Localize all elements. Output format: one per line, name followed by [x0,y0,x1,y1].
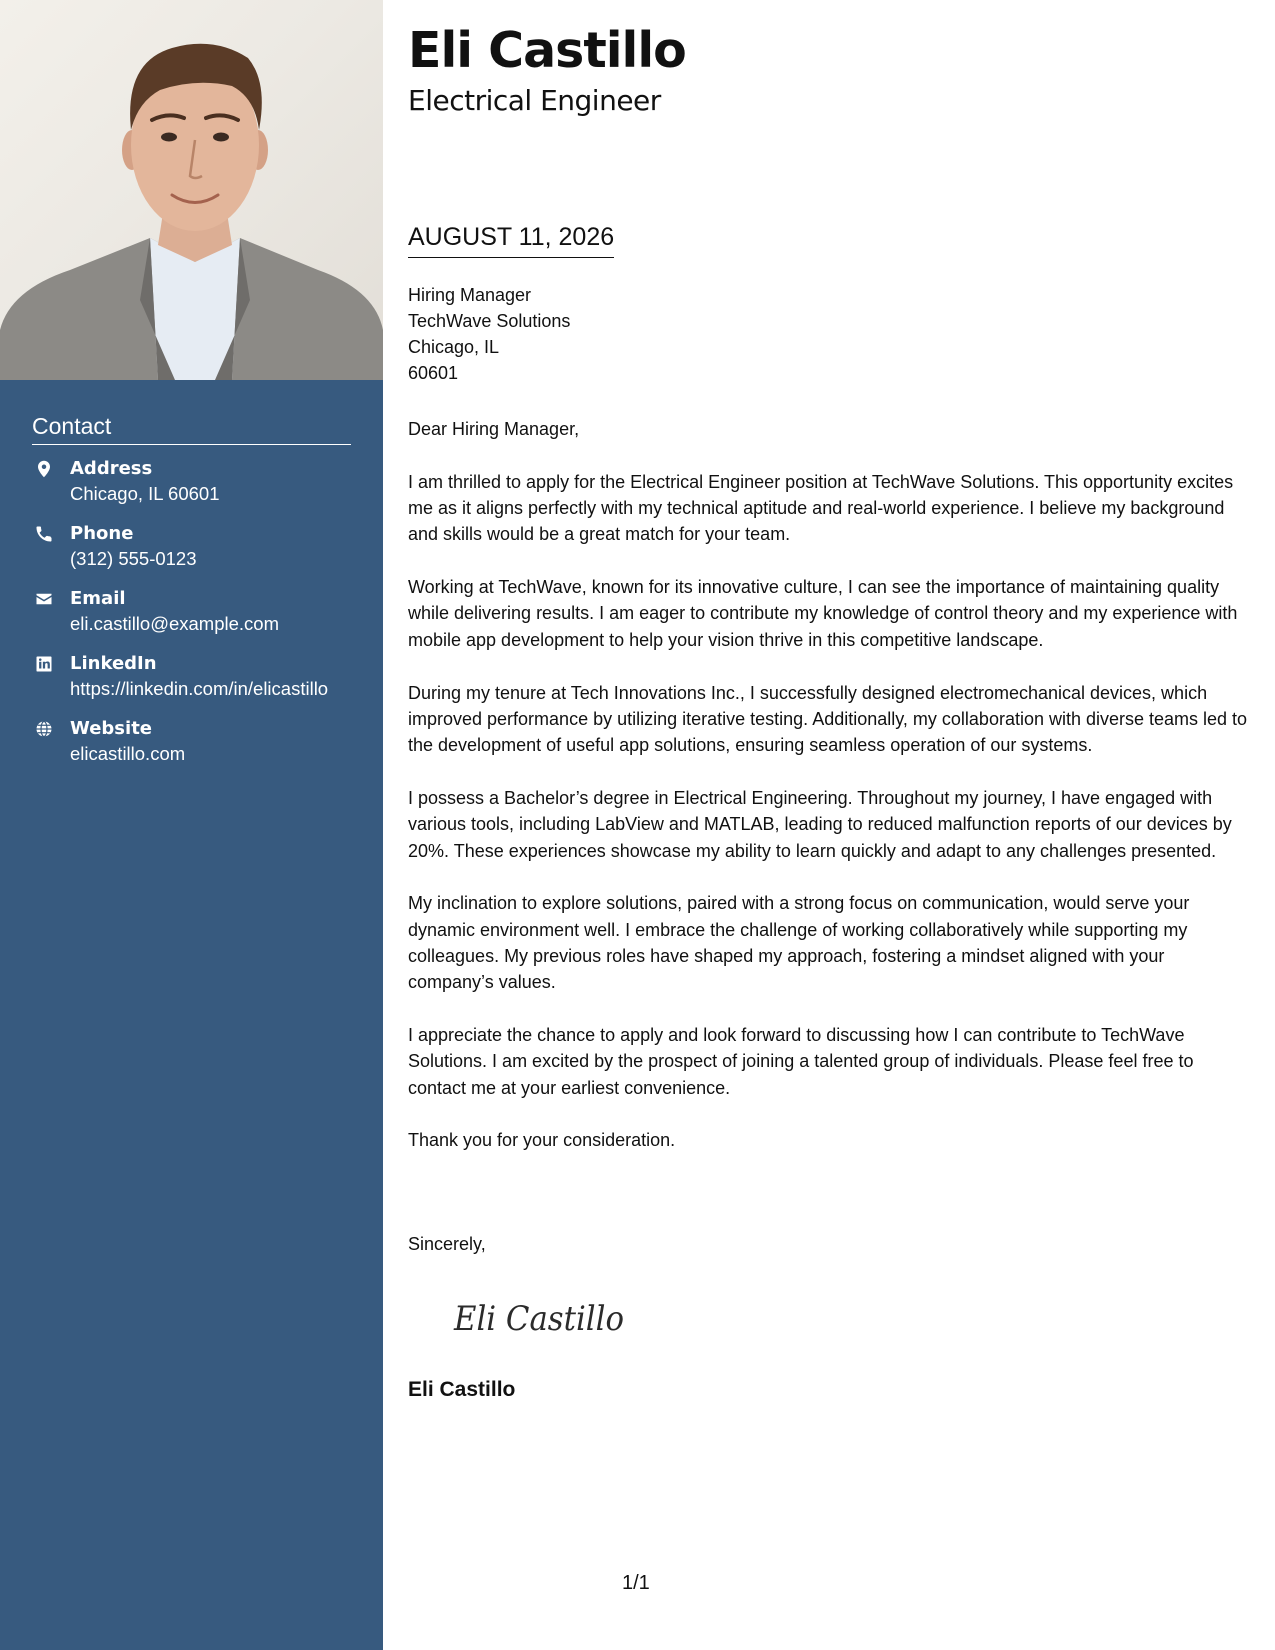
recipient-block [408,282,570,386]
signed-name: Eli Castillo [408,1378,516,1401]
body-paragraph: Working at TechWave, known for its innovative culture, I can see the importance of maintaining quality while delivering results. I am eager to contribute my knowledge of control theory and my experience with mobile app development to help your vision thrive in this competitive landscape. [408,577,1238,650]
linkedin-icon [32,652,70,673]
body-paragraph: During my tenure at Tech Innovations Inc., I successfully designed electromechanical devices, which improved performance by utilizing iterative testing. Additionally, my collaboration with diverse teams led to the development of useful app solutions, ensuring seamless operation of our systems. [408,682,1248,756]
envelope-icon [32,587,70,608]
signature-text: Eli Castillo [453,1299,624,1339]
contact-label: Phone [70,523,134,544]
body-paragraph: My inclination to explore solutions, paired with a strong focus on communication, would serve your dynamic environment well. I embrace the challenge of working collaboratively while supporting my colleagues. My previous roles have shaped my approach, fostering a mindset aligned with your company’s values. [408,893,1190,993]
page-number: 1/1 [622,1572,650,1594]
body-paragraph: I possess a Bachelor’s degree in Electrical Engineering. Throughout my journey, I have engaged with various tools, including LabView and MATLAB, leading to reduced malfunction reports of our devices by 20%. These experiences showcase my ability to learn quickly and adapt to any challenges presented. [408,787,1232,861]
sidebar [0,0,383,1650]
letter-date: AUGUST 11, 2026 [408,223,614,258]
closing: Sincerely, [408,1234,486,1254]
profile-photo [0,0,383,380]
contact-label: LinkedIn [70,653,157,674]
body-paragraph: I appreciate the chance to apply and look forward to discussing how I can contribute to TechWave Solutions. I am excited by the prospect of joining a talented group of individuals. Please feel free to contact me at your earliest convenience. [408,1025,1194,1098]
applicant-role: Electrical Engineer [408,84,661,117]
website-link[interactable]: elicastillo.com [70,743,186,764]
contact-section [32,413,351,782]
recipient-line: 60601 [408,363,459,383]
contact-label: Email [70,588,126,609]
linkedin-link[interactable]: https://linkedin.com/in/elicastillo [70,678,329,699]
globe-icon [32,717,70,738]
contact-email [32,587,351,637]
contact-linkedin [32,652,351,702]
letter-body [408,416,1248,1180]
address-value: Chicago, IL 60601 [70,483,220,504]
body-paragraph: I am thrilled to apply for the Electrical Engineer position at TechWave Solutions. This opportunity excites me as it aligns perfectly with my technical aptitude and real-world experience. I believe my background and skills would be a great match for your team. [408,471,1234,545]
body-paragraph: Thank you for your consideration. [408,1130,676,1151]
contact-phone [32,522,351,572]
signature-image [448,1288,688,1348]
contact-website [32,717,351,767]
recipient-line: Hiring Manager [408,285,532,305]
contact-label: Address [70,458,153,479]
map-pin-icon [32,457,70,478]
phone-icon [32,522,70,543]
contact-label: Website [70,718,153,739]
recipient-line: Chicago, IL [408,337,500,357]
contact-heading: Contact [32,413,351,445]
contact-address [32,457,351,507]
phone-value[interactable]: (312) 555-0123 [70,548,197,569]
recipient-line: TechWave Solutions [408,311,571,331]
email-link[interactable]: eli.castillo@example.com [70,613,279,634]
salutation: Dear Hiring Manager, [408,419,580,439]
contact-list [32,457,351,767]
applicant-name: Eli Castillo [408,22,686,79]
